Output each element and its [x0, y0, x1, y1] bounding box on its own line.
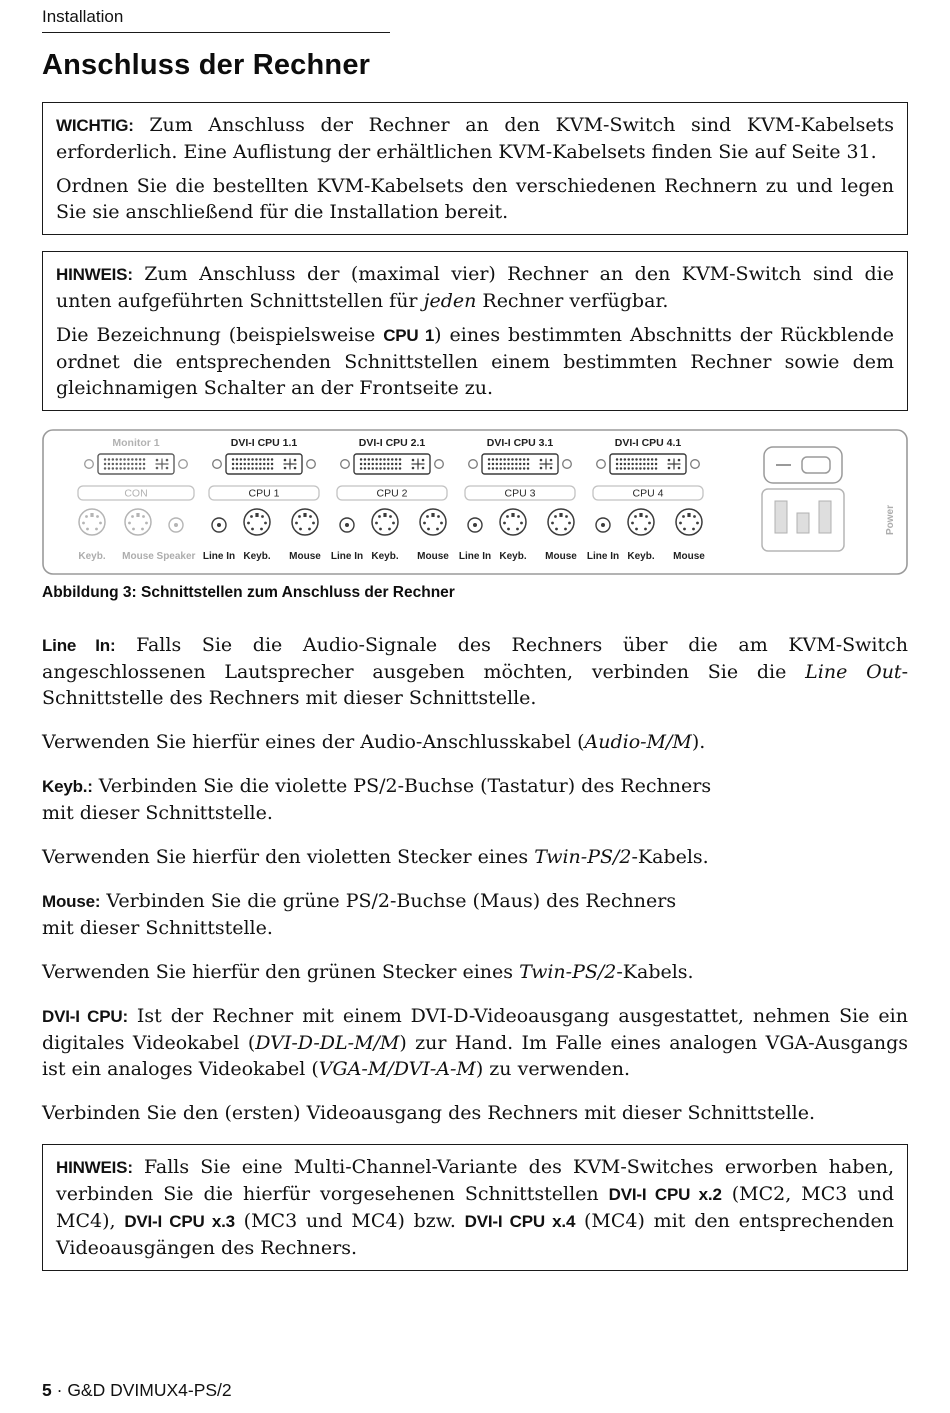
notice-important-paragraph-2: Ordnen Sie die bestellten KVM-Kabelsets den verschiedenen Rechnern zu und legen Sie sie anschließend für die Installation bereit. [56, 175, 894, 223]
notice-hint2-paragraph [56, 1154, 894, 1261]
body-text: ) zu verwenden. [475, 1058, 631, 1080]
emphasized-term: DVI-D-DL-M/M [255, 1032, 400, 1054]
inlet-pin [819, 501, 831, 533]
dvi-cpu-label: DVI-I CPU 3.1 [486, 437, 554, 449]
notice-text: Zum Anschluss der Rechner an den KVM-Switch sind KVM-Kabelsets erforderlich. Eine Auflistung der erhältlichen KVM-Kabelsets finden Sie auf Seite 31. [56, 114, 894, 163]
cpu-label: CPU 1 [248, 487, 280, 500]
paragraph-line-in [42, 632, 908, 711]
paragraph-audio-cable [42, 729, 908, 755]
screw-icon [307, 460, 316, 469]
dvi-connector-icon [482, 454, 558, 474]
important-label: WICHTIG: [56, 116, 134, 135]
running-header: Installation [42, 7, 124, 26]
ps2-mouse-icon [125, 509, 151, 535]
emphasized-term: VGA-M/DVI-A-M [318, 1058, 476, 1080]
cpu-label: CPU 2 [376, 487, 408, 500]
rear-panel-diagram [42, 429, 908, 575]
cpu-term: CPU 1 [383, 326, 435, 345]
screw-icon [435, 460, 444, 469]
paragraph-twin-violet [42, 844, 908, 870]
screw-icon [85, 460, 94, 469]
dvi-cpu-x3-term: DVI-I CPU x.3 [124, 1212, 235, 1231]
body-text: ) zur Hand. Im Falle eines analogen VGA-Ausgangs ist ein analoges Videokabel ( [42, 1032, 908, 1080]
screw-icon [597, 460, 606, 469]
screw-icon [563, 460, 572, 469]
page-number: 5 [42, 1380, 52, 1400]
ps2-keyboard-icon [500, 509, 526, 535]
ps2-mouse-icon [548, 509, 574, 535]
ps2-keyboard-icon [79, 509, 105, 535]
ps2-keyboard-icon [372, 509, 398, 535]
body-text: Verbinden Sie die violette PS/2-Buchse (Tastatur) des Rechners [92, 775, 712, 797]
term-label-mouse: Mouse: [42, 892, 101, 911]
dvi-cpu-x2-term: DVI-I CPU x.2 [608, 1185, 722, 1204]
emphasized-term: Line Out [805, 661, 902, 683]
body-text: Verwenden Sie hierfür eines der Audio-Anschlusskabel ( [42, 731, 585, 753]
console-speaker-label: Speaker [156, 551, 196, 562]
dvi-cpu-label: DVI-I CPU 1.1 [230, 437, 298, 449]
body-text: -Kabels. [616, 961, 694, 983]
line-in-label: Line In [202, 551, 236, 562]
emphasized-term: Twin-PS/2 [534, 846, 632, 868]
console-keyb-label: Keyb. [78, 551, 106, 562]
figure-caption: Abbildung 3: Schnittstellen zum Anschluss der Rechner [42, 584, 455, 601]
con-label: CON [124, 487, 148, 500]
hint-label: HINWEIS: [56, 265, 133, 284]
emphasized-term: Audio-M/M [584, 731, 692, 753]
inlet-pin [775, 501, 787, 533]
mouse-label: Mouse [673, 551, 705, 562]
monitor-label: Monitor 1 [112, 437, 160, 449]
term-label-keyb: Keyb.: [42, 777, 93, 796]
emphasized-term: jeden [423, 290, 477, 312]
ps2-mouse-icon [420, 509, 446, 535]
line-in-jack-icon [212, 518, 226, 532]
cpu-label: CPU 4 [632, 487, 664, 500]
notice-hint1-paragraph-1 [56, 261, 894, 314]
term-label-dvi-cpu: DVI-I CPU: [42, 1007, 128, 1026]
notice-text: Zum Anschluss der (maximal vier) Rechner an den KVM-Switch sind die unten aufgeführten Schnittstellen für [56, 263, 894, 312]
body-text: -Schnittstelle des Rechners mit dieser Schnittstelle. [42, 661, 908, 709]
notice-important [42, 102, 908, 235]
screw-icon [213, 460, 222, 469]
notice-text: (MC3 und MC4) bzw. [234, 1210, 465, 1232]
header-rule [42, 32, 390, 33]
paragraph-keyb [42, 773, 908, 826]
notice-text: (MC4) mit den entsprechenden Videoausgängen des Rechners. [56, 1210, 894, 1259]
notice-important-paragraph-1 [56, 112, 894, 165]
dvi-connector-icon [610, 454, 686, 474]
inlet-pin [797, 513, 809, 533]
hint-label: HINWEIS: [56, 1158, 133, 1177]
line-in-label: Line In [330, 551, 364, 562]
notice-text: Rechner verfügbar. [476, 290, 669, 312]
ps2-mouse-icon [676, 509, 702, 535]
page-content [42, 0, 908, 1271]
screw-icon [469, 460, 478, 469]
notice-text: ) eines bestimmten Abschnitts der Rückblende ordnet die entsprechenden Schnittstellen einem bestimmten Rechner sowie dem gleichnamigen Schalter an der Frontseite zu. [56, 324, 895, 399]
screw-icon [179, 460, 188, 469]
dvi-cpu-label: DVI-I CPU 2.1 [358, 437, 426, 449]
notice-hint-2 [42, 1144, 908, 1271]
ps2-mouse-icon [292, 509, 318, 535]
ps2-keyboard-icon [628, 509, 654, 535]
keyb-label: Keyb. [243, 551, 271, 562]
emphasized-term: Twin-PS/2 [519, 961, 617, 983]
line-in-label: Line In [586, 551, 620, 562]
paragraph-connect-video: Verbinden Sie den (ersten) Videoausgang des Rechners mit dieser Schnittstelle. [42, 1102, 816, 1124]
notice-text: Falls Sie eine Multi-Channel-Variante des KVM-Switches erworben haben, verbinden Sie die hierfür vorgesehenen Schnittstellen [56, 1156, 894, 1205]
body-text: Verwenden Sie hierfür den grünen Stecker eines [42, 961, 520, 983]
dvi-connector-icon [226, 454, 302, 474]
line-in-jack-icon [596, 518, 610, 532]
term-label-line-in: Line In: [42, 636, 116, 655]
power-label: Power [885, 504, 896, 536]
dvi-cpu-label: DVI-I CPU 4.1 [614, 437, 682, 449]
console-mouse-label: Mouse [122, 551, 154, 562]
keyb-label: Keyb. [627, 551, 655, 562]
page-footer [42, 1380, 232, 1401]
body-text: mit dieser Schnittstelle. [42, 802, 273, 824]
body-text: -Kabels. [631, 846, 709, 868]
notice-text: (MC2, MC3 und MC4), [56, 1183, 895, 1232]
switch-rocker [802, 457, 830, 473]
paragraph-twin-green [42, 959, 908, 985]
body-text: Verwenden Sie hierfür den violetten Stecker eines [42, 846, 535, 868]
mouse-label: Mouse [545, 551, 577, 562]
product-name: G&D DVIMUX4-PS/2 [67, 1380, 232, 1400]
screw-icon [691, 460, 700, 469]
ps2-keyboard-icon [244, 509, 270, 535]
screw-icon [341, 460, 350, 469]
line-in-label: Line In [458, 551, 492, 562]
body-text: Ist der Rechner mit einem DVI-D-Videoausgang ausgestattet, nehmen Sie ein digitales Videokabel ( [42, 1005, 908, 1054]
notice-hint1-paragraph-2 [56, 322, 894, 401]
mouse-label: Mouse [289, 551, 321, 562]
dvi-cpu-x4-term: DVI-I CPU x.4 [464, 1212, 576, 1231]
page-title: Anschluss der Rechner [42, 49, 371, 81]
dvi-connector-icon [354, 454, 430, 474]
cpu-label: CPU 3 [504, 487, 536, 500]
dvi-connector-icon [98, 454, 174, 474]
notice-text: Die Bezeichnung (beispielsweise [56, 324, 384, 346]
speaker-jack-icon [169, 518, 183, 532]
paragraph-mouse [42, 888, 908, 941]
body-text: Falls Sie die Audio-Signale des Rechners über die am KVM-Switch angeschlossenen Lautsprecher ausgeben möchten, verbinden Sie die [42, 634, 908, 683]
keyb-label: Keyb. [371, 551, 399, 562]
line-in-jack-icon [340, 518, 354, 532]
keyb-label: Keyb. [499, 551, 527, 562]
footer-separator: · [56, 1380, 63, 1400]
line-in-jack-icon [468, 518, 482, 532]
paragraph-dvi-cpu [42, 1003, 908, 1082]
notice-hint-1 [42, 251, 908, 411]
body-text: Verbinden Sie die grüne PS/2-Buchse (Maus) des Rechners [100, 890, 677, 912]
body-text: ). [691, 731, 706, 753]
body-text: mit dieser Schnittstelle. [42, 917, 273, 939]
mouse-label: Mouse [417, 551, 449, 562]
